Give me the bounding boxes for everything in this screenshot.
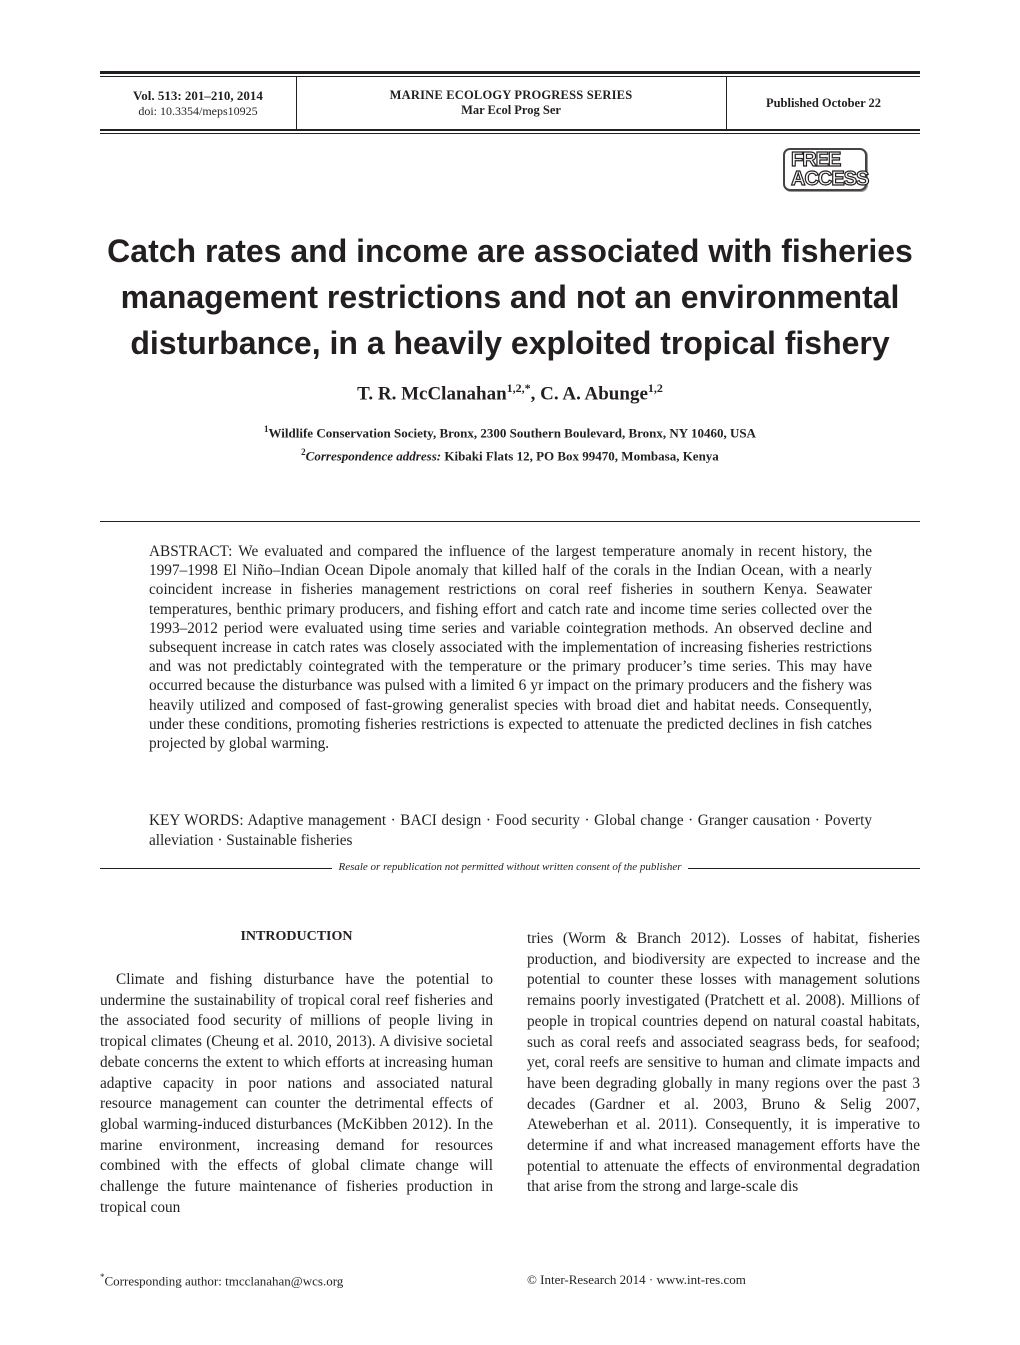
header-journal-cell [296,77,727,129]
published-date: Published October 22 [765,95,882,110]
author-list [0,381,1020,405]
author-name: T. R. McClanahan [357,383,507,405]
abstract-top-rule [100,521,920,522]
corresponding-author-footnote [100,1272,343,1289]
intro-text-left-column: Climate and fishing disturbance have the potential to undermine the sustainability of tropical coral reef fisheries and the associated food security of millions of people living in tropical climates (Cheung et al. 2010, 2013). A divisive societal debate concerns the extent to which efforts at increasing human adaptive capacity in poor nations and associated natural resource management can counter the detrimental effects of global warming-induced disturbances (McKibben 2012). In the marine environment, increasing demand for resources combined with the effects of global climate change will challenge the future maintenance of fisheries production in tropical coun [100,971,493,1216]
doi[interactable]: doi: 10.3354/meps10925 [138,103,258,118]
affiliation-text: Kibaki Flats 12, PO Box 99470, Mombasa, Kenya [441,448,719,464]
header-volume-cell [100,77,297,129]
intro-text-right-column: tries (Worm & Branch 2012). Losses of habitat, fisheries production, and biodiversity are expected to increase and the potential to counter these losses with management solutions remains poorly investigated (Pratchett et al. 2008). Millions of people in tropical countries depend on natural coastal habitats, such as coral reefs and associated seagrass beds, for seafood; yet, coral reefs are sensitive to human and climate impacts and have been degrading globally in many regions over the past 3 decades (Gardner et al. 2003, Bruno & Selig 2007, Ateweberhan et al. 2011). Consequently, it is imperative to determine if and what increased management efforts have the potential to attenuate the effects of environmental degradation that arise from the strong and large-scale dis [527,930,920,1196]
corresponding-email[interactable]: Corresponding author: tmcclanahan@wcs.org [104,1273,344,1289]
affiliation-text: Wildlife Conservation Society, Bronx, 2300 Southern Boulevard, Bronx, NY 10460, USA [268,425,756,441]
journal-abbrev: Mar Ecol Prog Ser [461,103,561,117]
header-published-cell [727,77,920,129]
republication-notice [100,861,920,873]
affiliation-number: 2 [301,447,306,457]
affiliation-2 [0,447,1020,464]
free-access-badge [783,148,867,191]
keywords: KEY WORDS: Adaptive management · BACI design · Food security · Global change · Granger causation · Poverty alleviation · Sustainable fisheries [149,812,872,849]
author-affil-sup: 1,2 [647,381,663,395]
abstract: ABSTRACT: We evaluated and compared the influence of the largest temperature anomaly in recent history, the 1997–1998 El Niño–Indian Ocean Dipole anomaly that killed half of the corals in the Indian Ocean, with a nearly coincident increase in fisheries management restrictions on coral reef fisheries in southern Kenya. Seawater temperatures, benthic primary producers, and fishing effort and catch rate and income time series collected over the 1993–2012 period were evaluated using time series and variable cointegration methods. An observed decline and subsequent increase in catch rates was closely associated with the implementation of increasing fisheries restrictions and was not predictably cointegrated with the temperature or the primary producer’s time series. This may have occurred because the disturbance was pulsed with a limited 6 yr impact on the primary producers and the fishery was heavily utilized and composed of fast-growing generalist species with broad diet and habitat needs. Consequently, under these conditions, promoting fisheries restrictions is expected to attenuate the predicted declines in fish catches projected by global warming. [149,543,872,753]
affiliation-1 [0,424,1020,441]
author-affil-sup [507,381,531,395]
journal-name: MARINE ECOLOGY PROGRESS SERIES [389,88,633,102]
section-heading-introduction: INTRODUCTION [240,929,353,944]
correspondence-label: Correspondence address: [305,448,442,464]
footnote-star: * [100,1272,105,1282]
free-access-line2: ACCESS [791,167,869,190]
author-affil-numbers: 1,2, [506,381,525,395]
author-name: C. A. Abunge [540,383,648,405]
author-separator: , [530,383,541,405]
header-bottom-rule [100,129,920,131]
article-title: Catch rates and income are associated with fisheries management restrictions and not an environmental disturbance, in a heavily exploited tropical fishery [107,233,913,361]
corresponding-star: * [524,381,531,395]
notice-text: Resale or republication not permitted without written consent of the publisher [332,861,687,873]
free-access-line1: FREE [791,148,841,171]
volume-info: Vol. 513: 201–210, 2014 [133,87,263,103]
copyright-footer: © Inter-Research 2014 · www.int-res.com [527,1272,746,1287]
header-top-rule [100,71,920,74]
header-bottom-rule-thin [100,133,920,134]
affiliation-number: 1 [264,424,269,434]
